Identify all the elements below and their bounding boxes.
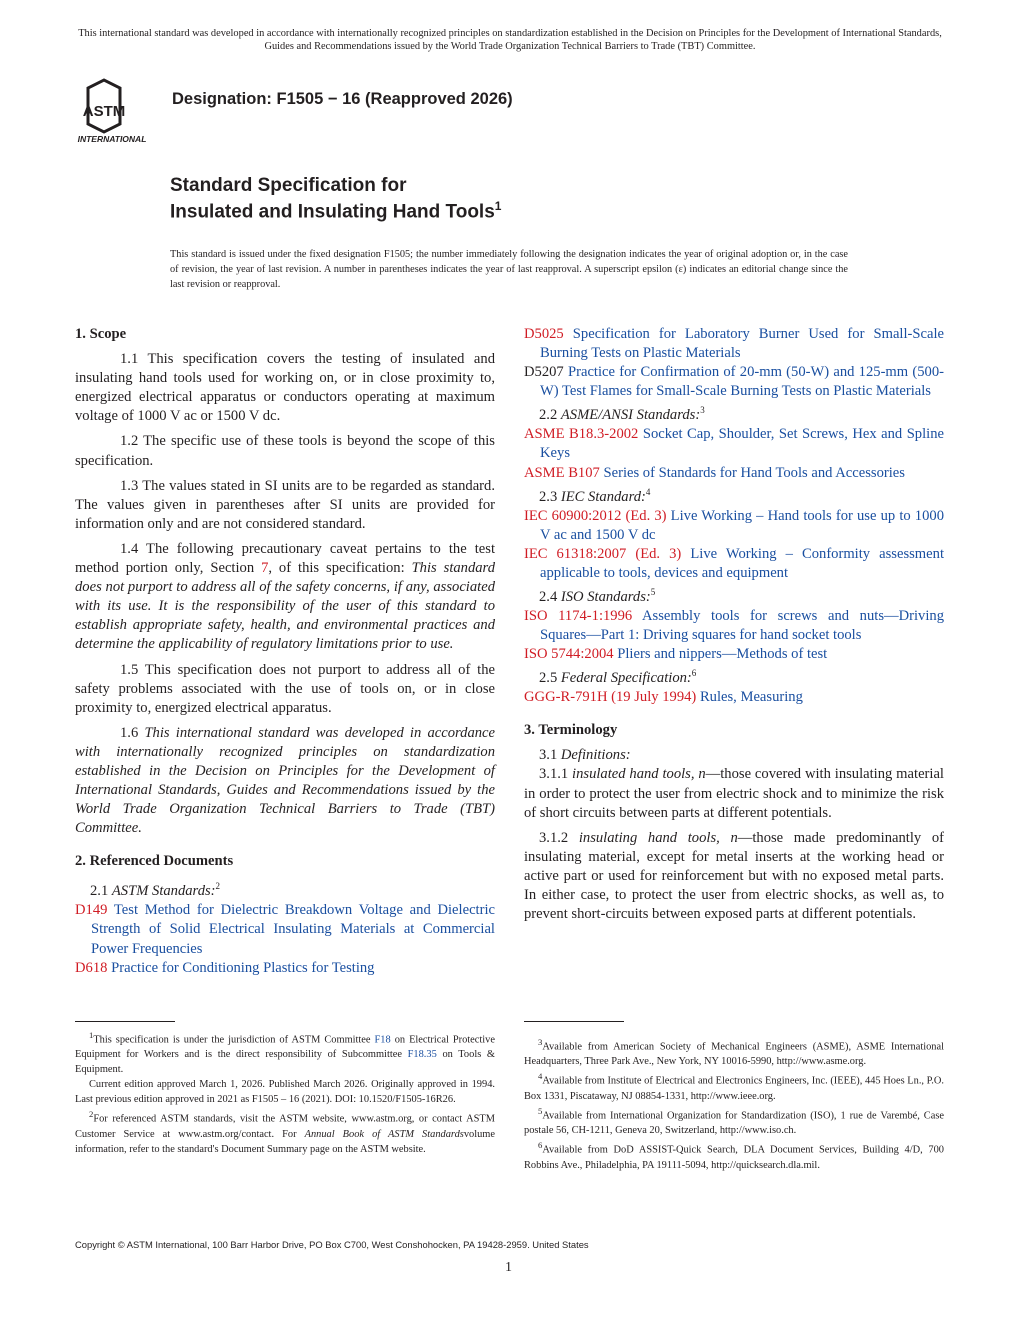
footnote-ref[interactable]: 5 <box>650 586 656 597</box>
iso-standards-label <box>524 583 944 607</box>
ref-title-link[interactable]: Socket Cap, Shoulder, Set Screws, Hex and Spline Keys <box>540 426 944 462</box>
ref-title-link[interactable]: Practice for Confirmation of 20-mm (50-W) and 125-mm (500-W) Test Flames for Small-Scale Burning Tests on Plastic Materials <box>540 364 944 400</box>
label-num: 2.5 <box>539 670 561 687</box>
ref-d618 <box>75 959 495 978</box>
label-text: ISO Standards: <box>560 588 651 605</box>
title-text: Insulated and Insulating Hand Tools <box>170 201 495 223</box>
ref-code-link[interactable]: D149 <box>75 902 108 919</box>
intro-paragraph: This standard is issued under the fixed designation F1505; the number immediately following the designation indicates the year of original adoption or, in the case of revision, the year of last revision. A number in parentheses indicates the year of last reapproval. A superscript epsilon (ε) indicates an editorial change since the last revision or reapproval. <box>170 249 848 290</box>
title-line2 <box>170 199 501 223</box>
ref-title-link[interactable]: Live Working – Conformity assessment applicable to tools, devices and equipment <box>540 545 944 581</box>
ref-asme-b183 <box>524 425 944 463</box>
label-num: 3.1 <box>539 747 561 764</box>
ref-code-link[interactable]: IEC 60900:2012 (Ed. 3) <box>524 507 667 524</box>
fn-mark: 2 <box>89 1109 94 1120</box>
fn-text: Available from American Society of Mechanical Engineers (ASME), ASME International Headquarters, Three Park Ave., New York, NY 10016-5990, http://www.asme.org. <box>524 1041 944 1068</box>
def-text: —those covered with insulating material in order to protect the user from electric shock and to minimize the risk of short circuits between parts at different potentials. <box>524 766 944 821</box>
fn-mark: 3 <box>538 1037 543 1047</box>
fn-text: For referenced ASTM standards, visit the ASTM website, www.astm.org, or contact ASTM Customer Service at www.astm.org/contact. For <box>75 1113 495 1140</box>
ref-code-link[interactable]: GGG-R-791H (19 July 1994) <box>524 689 697 706</box>
para-1-4-text2: , of this specification: <box>268 560 412 577</box>
fn-text: Available from Institute of Electrical and Electronics Engineers, Inc. (IEEE), 445 Hoes Ln., P.O. Box 1331, Piscataway, NJ 08854-1331, http://www.ieee.org. <box>524 1075 944 1102</box>
para-1-5: 1.5 This specification does not purport to address all of the safety problems associated with the use of tools on, or in close proximity to, energized electrical apparatus. <box>75 661 495 716</box>
label-num: 2.3 <box>539 488 561 505</box>
fn-mark: 6 <box>538 1140 543 1151</box>
iec-standard-label <box>524 483 944 507</box>
title-line1: Standard Specification for <box>170 175 407 196</box>
fn-italic: Annual Book of ASTM Standards <box>304 1128 464 1140</box>
copyright-line: Copyright © ASTM International, 100 Barr Harbor Drive, PO Box C700, West Conshohocken, PA 19428-2959. United States <box>75 1239 589 1250</box>
para-1-6 <box>75 724 495 839</box>
footnote-ref[interactable]: 4 <box>645 486 651 497</box>
ref-iec-61318 <box>524 545 944 583</box>
footnote-ref[interactable]: 6 <box>691 668 697 679</box>
footnotes-left <box>75 1021 495 1157</box>
ref-iec-60900 <box>524 507 944 545</box>
ref-code-link[interactable]: D5025 <box>524 326 564 342</box>
def-text: —those made predominantly of insulating material, except for metal inserts at the working head or active part or used for reinforcement but with no exposed metal parts. In either case, to protect the user from electric shocks, as well as, to prevent short-circuits between exposed parts at different potentials. <box>524 829 945 923</box>
label-text: ASTM Standards: <box>111 883 216 900</box>
fn-text: on Tools & Equipment. <box>75 1049 495 1076</box>
ref-code-link[interactable]: ASME B107 <box>524 464 600 481</box>
para-1-6-num: 1.6 <box>120 724 145 741</box>
label-text: ASME/ANSI Standards: <box>560 407 701 424</box>
logo-subtext: INTERNATIONAL <box>77 134 147 144</box>
footnote-3 <box>524 1035 944 1069</box>
right-column <box>524 325 944 930</box>
footnote-2 <box>75 1107 495 1156</box>
ref-d5207 <box>524 363 944 401</box>
definitions-label <box>524 746 944 765</box>
label-text: IEC Standard: <box>560 488 646 505</box>
ref-d149 <box>75 901 495 958</box>
para-1-2: 1.2 The specific use of these tools is beyond the scope of this specification. <box>75 433 495 469</box>
footnote-5 <box>524 1104 944 1138</box>
label-num: 2.1 <box>90 883 112 900</box>
ref-code: D5207 <box>524 364 564 381</box>
label-text: Definitions: <box>560 747 631 764</box>
ref-code-link[interactable]: ASME B18.3-2002 <box>524 426 639 443</box>
ref-ggg-r-791h <box>524 688 944 707</box>
para-1-1: 1.1 This specification covers the testing of insulated and insulating hand tools used for working on, or in close proximity to, energized electrical apparatus or conductors operating at maximum voltage of 1000 V ac or 1500 V dc. <box>75 351 495 425</box>
footnotes-right <box>524 1034 944 1173</box>
definition-3-1-2 <box>524 829 944 924</box>
federal-spec-label <box>524 664 944 688</box>
fn-text: Available from International Organization for Standardization (ISO), 1 rue de Varembé, Case postale 56, CH-1211, Geneva 20, Switzerland, http://www.iso.ch. <box>524 1110 944 1137</box>
section-refdocs-heading: 2. Referenced Documents <box>75 853 234 870</box>
label-num: 2.4 <box>539 588 561 605</box>
section-7-link[interactable]: 7 <box>261 560 269 577</box>
def-num: 3.1.1 <box>539 766 573 783</box>
fn-mark: 1 <box>89 1030 94 1040</box>
astm-logo <box>72 78 162 144</box>
ref-title-link[interactable]: Live Working – Hand tools for use up to 1000 V ac and 1500 V dc <box>540 507 944 543</box>
logo-text: ASTM <box>82 103 126 120</box>
footnote-6 <box>524 1138 944 1172</box>
def-num: 3.1.2 <box>539 829 579 846</box>
ref-asme-b107 <box>524 464 944 483</box>
subcommittee-link[interactable]: F18.35 <box>407 1049 437 1061</box>
ref-code-link[interactable]: ISO 5744:2004 <box>524 646 614 663</box>
ref-title-link[interactable]: Practice for Conditioning Plastics for Testing <box>111 959 375 976</box>
top-notice: This international standard was developed in accordance with internationally recognized principles on standardization established in the Decision on Principles for the Development of International Standards, Guides and Recommendations issued by the World Trade Organization Technical Barriers to Trade (TBT) Committee. <box>78 28 942 52</box>
fn-mark: 4 <box>538 1071 543 1082</box>
def-term: insulating hand tools, n <box>578 829 738 846</box>
footnote-ref[interactable]: 3 <box>700 405 705 416</box>
footnote-1 <box>75 1028 495 1077</box>
ref-title-link[interactable]: Specification for Laboratory Burner Used for Small-Scale Burning Tests on Plastic Materials <box>540 326 944 362</box>
ref-code-link[interactable]: ISO 1174-1:1996 <box>524 607 633 624</box>
definition-3-1-1 <box>524 765 944 822</box>
ref-title-link[interactable]: Test Method for Dielectric Breakdown Voltage and Dielectric Strength of Solid Electrical Insulating Materials at Commercial Power Frequencies <box>91 902 495 957</box>
committee-link[interactable]: F18 <box>374 1034 391 1046</box>
label-text: Federal Specification: <box>560 670 692 687</box>
fn-text: Available from DoD ASSIST-Quick Search, DLA Document Services, Building 4/D, 700 Robbins Ave., Philadelphia, PA 19111-5094, http://quicksearch.dla.mil. <box>524 1144 944 1171</box>
ref-code-link[interactable]: D618 <box>75 959 108 976</box>
title-footnote-ref[interactable]: 1 <box>494 199 502 213</box>
footnote-ref[interactable]: 2 <box>215 881 221 892</box>
astm-standards-label <box>75 877 495 901</box>
para-1-4-text: 1.4 The following precautionary caveat pertains to the test method portion only, Section <box>75 540 495 577</box>
footnote-1-edition: Current edition approved March 1, 2026. Published March 2026. Originally approved in 1994. Last previous edition approved in 2021 as F1505 – 16 (2021). DOI: 10.1520/F1505-16R26. <box>75 1079 495 1106</box>
footnote-divider <box>524 1021 624 1022</box>
section-terminology-heading: 3. Terminology <box>524 722 618 739</box>
fn-text: volume information, refer to the standard's Document Summary page on the ASTM website. <box>75 1128 495 1155</box>
fn-text: on Electrical Protective Equipment for Workers and is the direct responsibility of Subcommittee <box>75 1034 495 1061</box>
ref-title-link[interactable]: Pliers and nippers—Methods of test <box>617 646 828 663</box>
section-scope-heading: 1. Scope <box>75 326 127 342</box>
label-num: 2.2 <box>539 407 561 424</box>
designation: Designation: F1505 − 16 (Reapproved 2026) <box>172 90 513 108</box>
footnote-divider <box>75 1021 175 1022</box>
page-number: 1 <box>505 1260 512 1275</box>
para-1-6-text: This international standard was developed in accordance with internationally recognized principles on standardization established in the Decision on Principles for the Development of International Standards, Guides and Recommendations issued by the World Trade Organization Technical Barriers to Trade (TBT) Committee. <box>75 724 496 837</box>
ref-title-link[interactable]: Series of Standards for Hand Tools and Accessories <box>603 464 905 481</box>
para-1-3: 1.3 The values stated in SI units are to be regarded as standard. The values given in parentheses after SI units are provided for information only and are not considered standard. <box>75 477 495 532</box>
def-term: insulated hand tools, n <box>572 766 706 783</box>
ref-title-link[interactable]: Assembly tools for screws and nuts—Driving Squares—Part 1: Driving squares for hand socket tools <box>540 607 945 643</box>
ref-title-link[interactable]: Rules, Measuring <box>699 689 803 706</box>
ref-d5025 <box>524 325 944 363</box>
footnote-4 <box>524 1069 944 1103</box>
ref-code-link[interactable]: IEC 61318:2007 (Ed. 3) <box>524 545 682 562</box>
asme-standards-label <box>524 401 944 425</box>
left-column <box>75 325 495 978</box>
fn-mark: 5 <box>538 1105 543 1116</box>
para-1-4 <box>75 540 495 655</box>
safety-caveat: This standard does not purport to address all of the safety concerns, if any, associated with its use. It is the responsibility of the user of this standard to establish appropriate safety, health, and environmental practices and determine the applicability of regulatory limitations prior to use. <box>75 560 495 653</box>
ref-iso-1174 <box>524 607 944 645</box>
ref-iso-5744 <box>524 645 944 664</box>
fn-text: This specification is under the jurisdiction of ASTM Committee <box>93 1034 375 1046</box>
